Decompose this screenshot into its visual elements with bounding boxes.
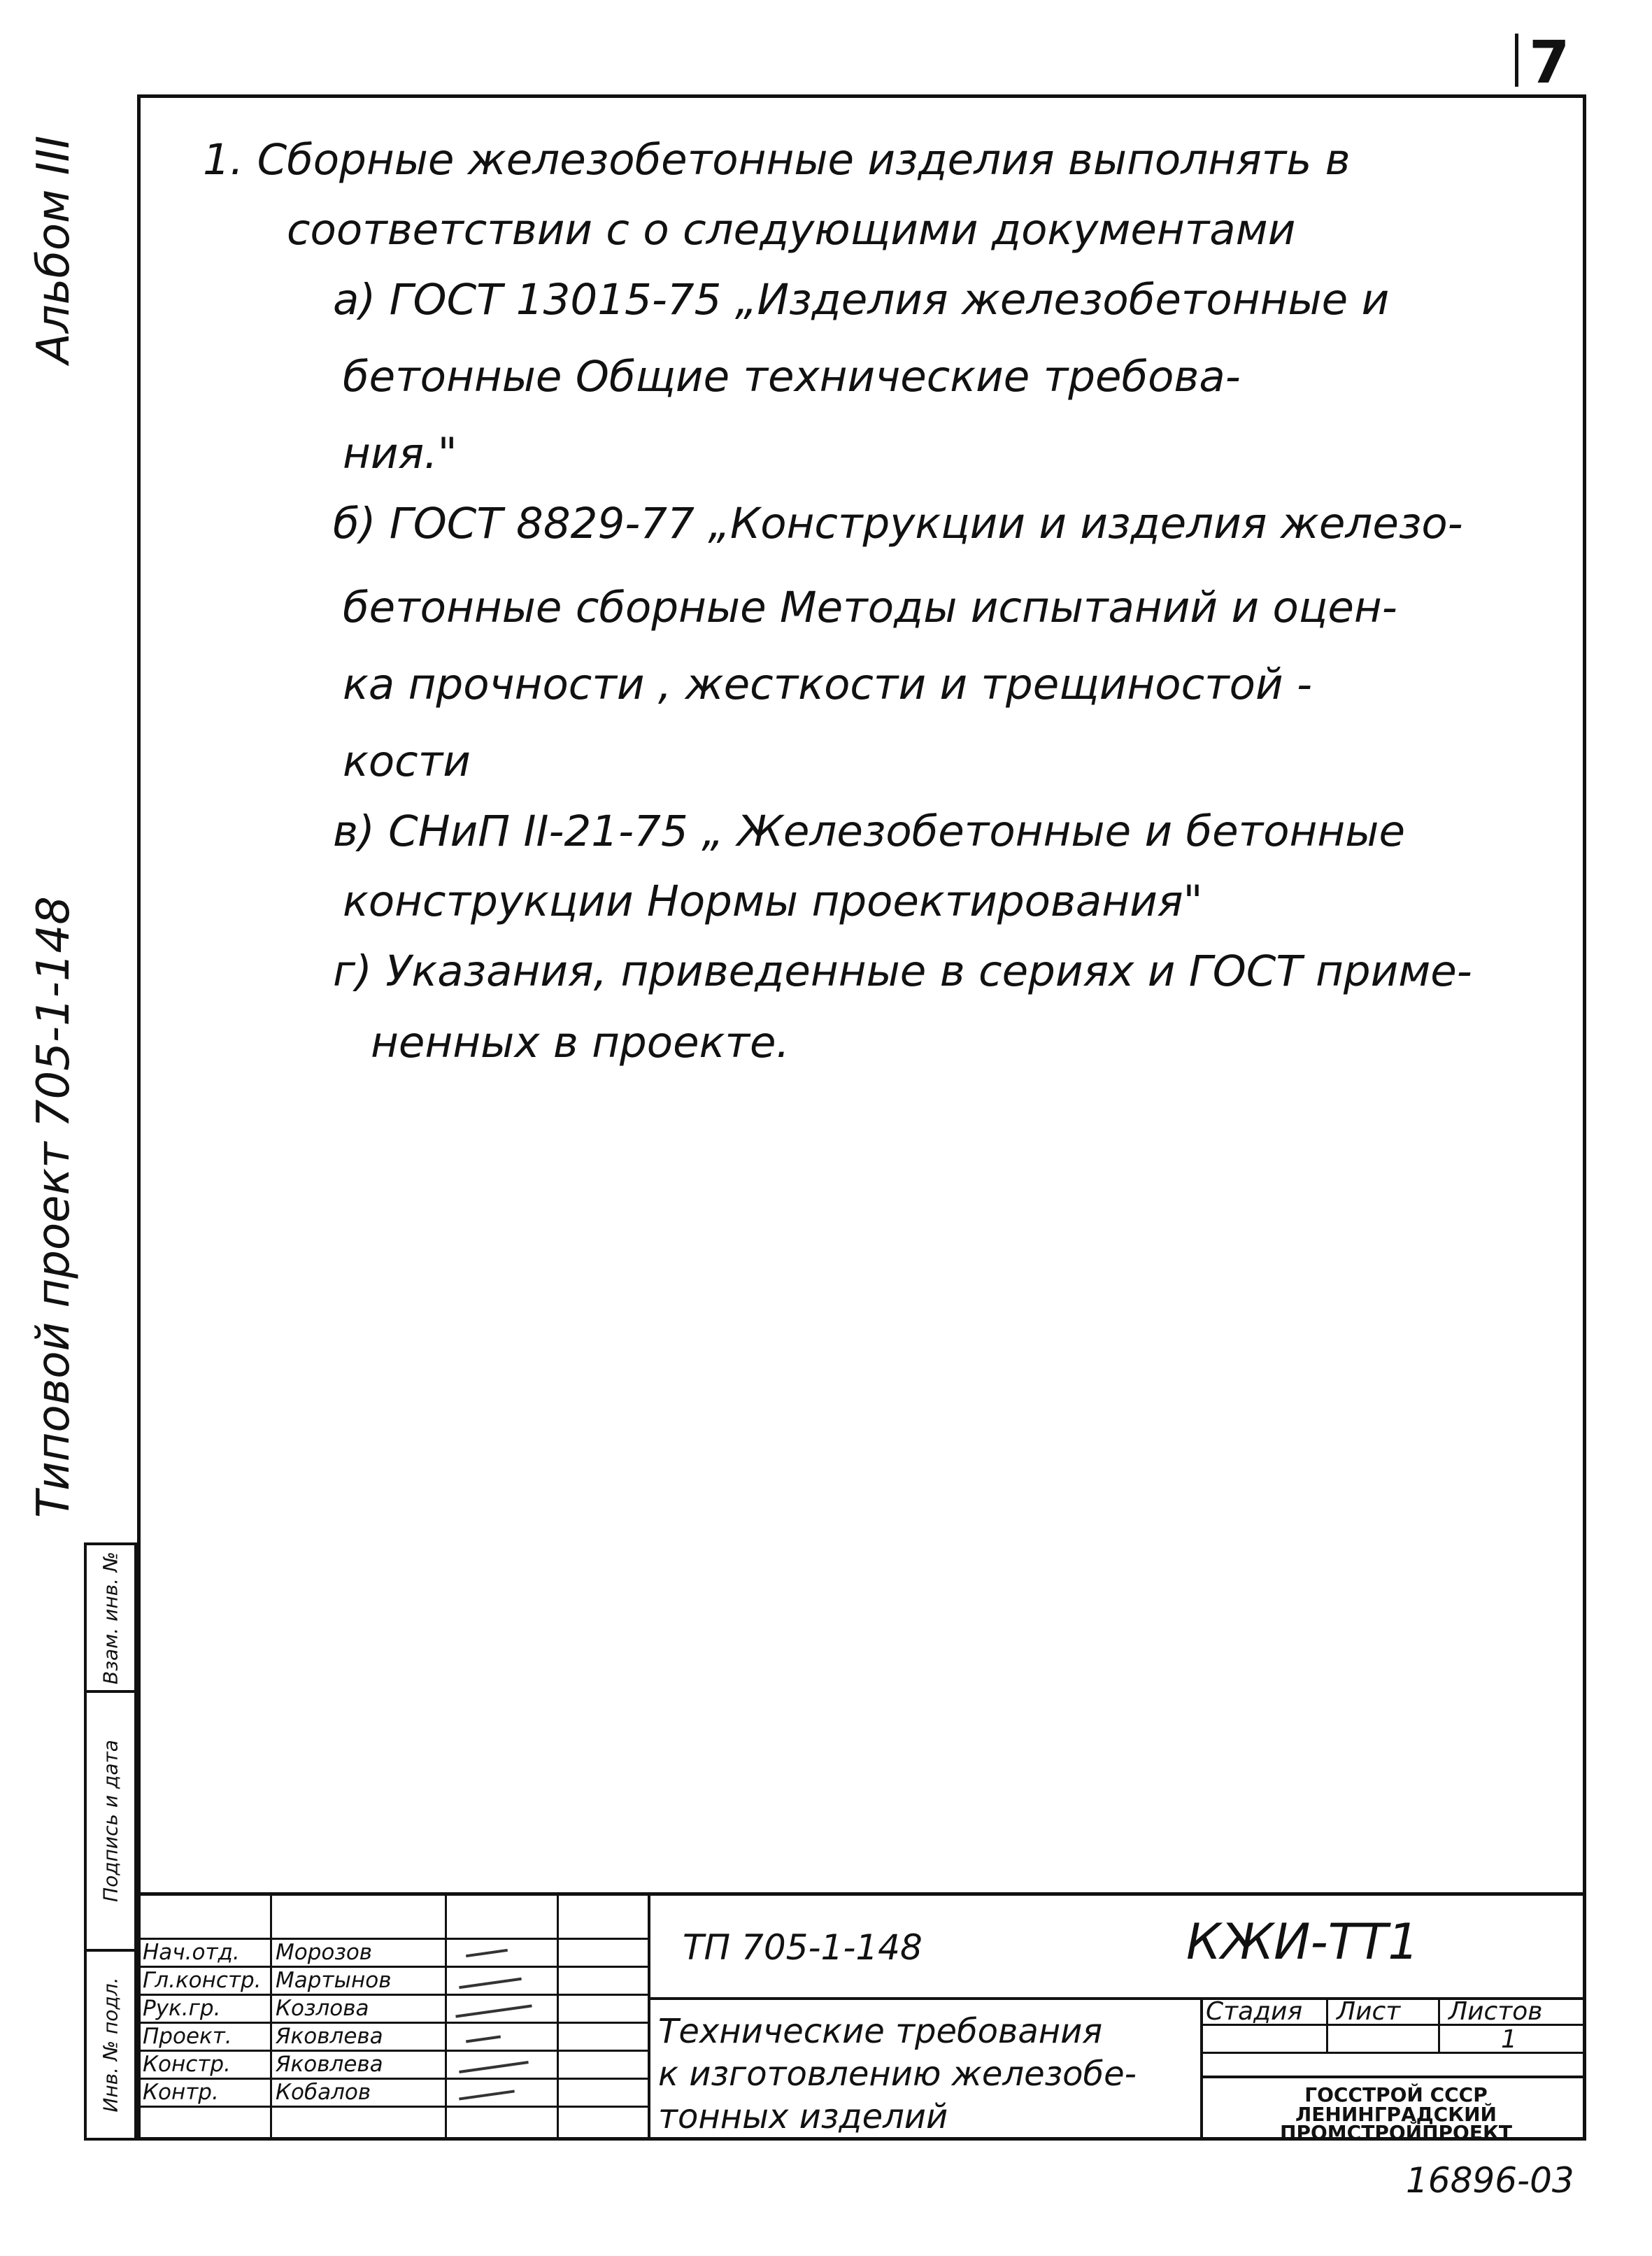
signature-mark <box>466 2036 501 2043</box>
stamp-box-original-inv <box>84 1949 137 2141</box>
sheet-header: Лист <box>1337 1997 1401 2026</box>
album-label: Альбом III <box>28 135 80 364</box>
sheet-number: 7 <box>1529 28 1570 97</box>
staff-role: Констр. <box>143 2052 231 2077</box>
note-line: конструкции Нормы проектирования" <box>343 877 1203 926</box>
signature-mark <box>466 1949 508 1957</box>
signature-mark <box>459 2061 529 2073</box>
stamp-box-signature-date-label: Подпись и дата <box>99 1740 122 1902</box>
document-title-line: тонных изделий <box>658 2097 948 2136</box>
staff-role: Проект. <box>143 2024 232 2049</box>
title-block <box>137 1892 1586 2144</box>
note-line: а) ГОСТ 13015-75 „Изделия железобетонные и <box>333 275 1390 325</box>
signature-mark <box>459 1978 522 1989</box>
sheet-number-divider <box>1515 34 1518 87</box>
staff-role: Нач.отд. <box>143 1940 240 1965</box>
organization-line: ЛЕНИНГРАДСКИЙ <box>1295 2103 1497 2126</box>
stamp-box-original-inv-label: Инв. № подл. <box>99 1977 122 2113</box>
staff-role: Гл.констр. <box>143 1968 262 1993</box>
note-line: ненных в проекте. <box>371 1018 790 1067</box>
note-line: бетонные Общие технические требова- <box>343 352 1241 402</box>
signature-mark <box>459 2090 515 2100</box>
note-line: г) Указания, приведенные в сериях и ГОСТ приме- <box>333 946 1472 996</box>
staff-name: Яковлева <box>276 2052 383 2077</box>
staff-role: Рук.гр. <box>143 1996 221 2021</box>
signature-mark <box>455 2004 532 2017</box>
stamp-box-signature-date <box>84 1690 137 1952</box>
staff-name: Яковлева <box>276 2024 383 2049</box>
stamp-box-replacement-label: Взам. инв. № <box>99 1551 122 1684</box>
staff-name: Кобалов <box>276 2080 371 2105</box>
organization-line: ГОССТРОЙ СССР <box>1304 2083 1488 2106</box>
note-line: б) ГОСТ 8829-77 „Конструкции и изделия железо- <box>333 499 1463 548</box>
sheets-count: 1 <box>1501 2025 1517 2054</box>
staff-name: Козлова <box>276 1996 369 2021</box>
note-line: кости <box>343 737 471 786</box>
project-label: Типовой проект 705-1-148 <box>28 896 80 1518</box>
stage-header: Стадия <box>1206 1997 1303 2026</box>
staff-role: Контр. <box>143 2080 219 2105</box>
organization-line: ПРОМСТРОЙПРОЕКТ <box>1280 2121 1512 2144</box>
tp-number: ТП 705-1-148 <box>683 1927 923 1968</box>
note-line: в) СНиП II-21-75 „ Железобетонные и бетонные <box>333 807 1405 856</box>
staff-name: Морозов <box>276 1940 373 1965</box>
document-title-line: Технические требования <box>658 2012 1103 2051</box>
note-line: соответствии с о следующими документами <box>287 205 1296 255</box>
archive-number: 16896-03 <box>1406 2160 1574 2201</box>
document-code: КЖИ-ТТ1 <box>1186 1913 1419 1971</box>
note-line: ка прочности , жесткости и трещиностой - <box>343 660 1313 709</box>
stamp-box-replacement <box>84 1542 137 1693</box>
document-title-line: к изготовлению железобе- <box>658 2055 1137 2094</box>
note-line: 1. Сборные железобетонные изделия выполнять в <box>203 135 1351 185</box>
sheets-header: Листов <box>1448 1997 1543 2026</box>
note-line: бетонные сборные Методы испытаний и оцен- <box>343 583 1397 632</box>
staff-name: Мартынов <box>276 1968 392 1993</box>
note-line: ния." <box>343 429 457 478</box>
